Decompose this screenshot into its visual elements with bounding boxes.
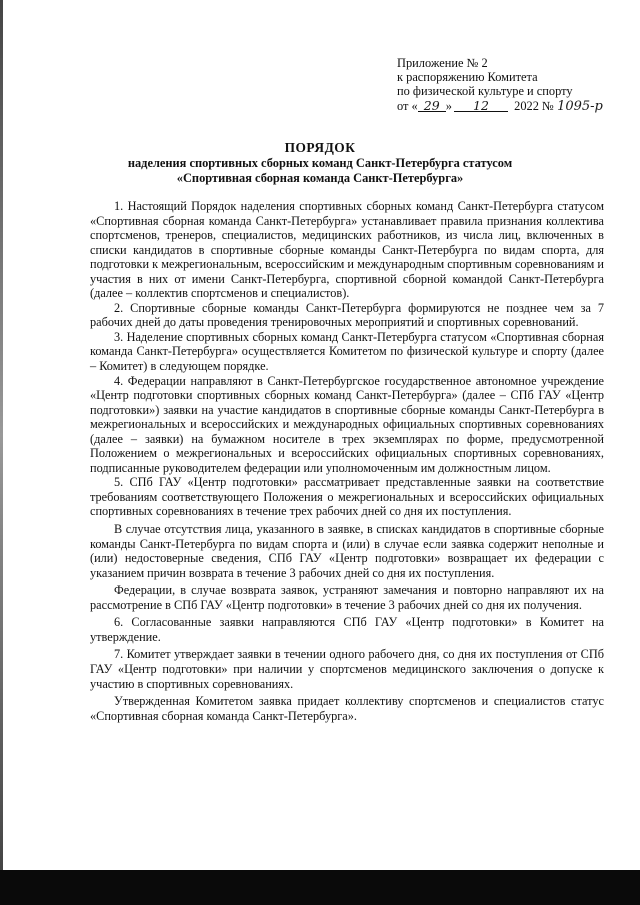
document-title: ПОРЯДОК [284,140,356,155]
paragraph-7: 7. Комитет утверждает заявки в течении одного рабочего дня, со дня их поступления от СПб ГАУ «Центр подготовки» при наличии у спортсменов медицинского заключения о допуске к участию в спортивных соревнованиях. [90,647,604,691]
paragraph-5-return: В случае отсутствия лица, указанного в заявке, в списках кандидатов в спортивные сборные команды Санкт-Петербурга по видам спорта и (или) в случае если заявка содержит неполные и (или) недостоверные сведения, СПб ГАУ «Центр подготовки» возвращает их федерации с указанием причин возврата в течение 3 рабочих дней со дня их поступления. [90,522,604,580]
document-title-block [0,140,640,186]
annex-header [397,56,627,113]
doc-number-handwritten: 1095-р [557,98,603,114]
paragraph-3: 3. Наделение спортивных сборных команд Санкт-Петербурга статусом «Спортивная сборная команда Санкт-Петербурга» осуществляется Комитетом по физической культуре и спорту (далее – Комитет) в следующем порядке. [90,329,604,374]
date-year: 2022 № [514,98,554,113]
paragraph-6: 6. Согласованные заявки направляются СПб ГАУ «Центр подготовки» в Комитет на утверждение. [90,615,604,644]
date-day-handwritten: 29 [418,100,446,112]
paragraph-4: 4. Федерации направляют в Санкт-Петербургское государственное автономное учреждение «Центр подготовки спортивных сборных команд Санкт-Петербурга» (далее – СПб ГАУ «Центр подготовки») заявки на участие кандидатов в спортивные сборные команды Санкт-Петербурга в межрегиональных и всероссийских и международных официальных спортивных соревнованиях (далее – заявки) на бумажном носителе в трех экземплярах по форме, предусмотренной Положением о межрегиональных и всероссийских официальных спортивных соревнованиях, подписанные руководителем федерации или уполномоченным им должностным лицом. [90,373,604,475]
annex-line-2: к распоряжению Комитета [397,70,538,85]
date-prefix: от « [397,98,418,113]
document-subtitle-line-1: наделения спортивных сборных команд Санкт-Петербурга статусом [127,156,513,170]
paragraph-2: 2. Спортивные сборные команды Санкт-Петербурга формируются не позднее чем за 7 рабочих дней до даты проведения тренировочных мероприятий и спортивных соревнований. [90,300,604,330]
scan-bottom-edge [0,870,640,905]
paragraph-1: 1. Настоящий Порядок наделения спортивных сборных команд Санкт-Петербурга статусом «Спортивная сборная команда Санкт-Петербурга» устанавливает правила признания коллектива спортсменов, тренеров, специалистов, медицинских работников, из числа лиц, включенных в списки кандидатов в спортивные сборные команды Санкт-Петербурга по видам спорта, для подготовки к межрегиональным, всероссийским и международным спортивным соревнованиям и участия в них от имени Санкт-Петербурга, спортивной сборной командой Санкт-Петербурга (далее – коллектив спортсменов и специалистов). [90,199,604,301]
annex-date-line [397,99,627,113]
scan-left-edge [0,0,3,870]
document-subtitle-line-2: «Спортивная сборная команда Санкт-Петербурга» [176,171,464,185]
paragraph-5: 5. СПб ГАУ «Центр подготовки» рассматривает представленные заявки на соответствие требованиям соответствующего Положения о межрегиональных и всероссийских официальных спортивных соревнованиях в течение трех рабочих дней со дня их поступления. [90,475,604,519]
annex-line-1: Приложение № 2 [397,56,488,70]
document-body [90,199,604,723]
paragraph-7-status: Утвержденная Комитетом заявка придает коллективу спортсменов и специалистов статус «Спортивная сборная команда Санкт-Петербурга». [90,694,604,723]
annex-line-3: по физической культуре и спорту [397,84,573,99]
date-mid: » [445,98,452,113]
date-month-handwritten: 12 [454,100,508,112]
paragraph-5-resubmit: Федерации, в случае возврата заявок, устраняют замечания и повторно направляют их на рассмотрение в СПб ГАУ «Центр подготовки» в течение 3 рабочих дней со дня их получения. [90,583,604,612]
